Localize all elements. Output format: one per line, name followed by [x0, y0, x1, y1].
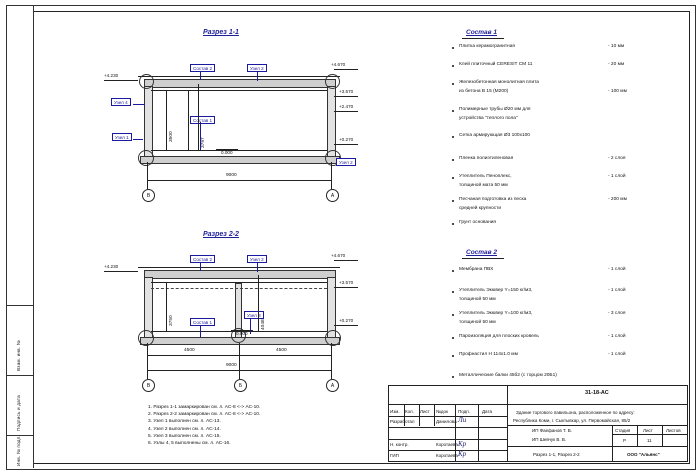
spec1-row-2-value: - 100 мм — [608, 89, 627, 94]
elevation-right-s1-0: +4.670 — [331, 62, 346, 67]
note-0: 1. Разрез 1-1 замаркирован см. л. АС-8 <-> АС-10. — [148, 405, 261, 410]
axis-bubble-s2-0: В — [142, 379, 155, 392]
vdim-line-s1-0 — [166, 90, 167, 150]
spec2-row-1-value: - 1 слой — [608, 288, 626, 293]
leader-uzel3-s2 — [250, 318, 251, 334]
callout-sostav1-s2[interactable]: Состав 1 — [190, 318, 215, 326]
spec2-title: Состав 2 — [466, 249, 498, 256]
spec2-row-5-text: Металлические балки 45б2 (с торцом 20Б1) — [459, 373, 557, 378]
leader-uzel2-s1 — [257, 71, 258, 81]
node-marker-topleft-s1 — [139, 74, 154, 89]
hdim-text-s2-1: 4500 — [276, 348, 287, 353]
note-2: 3. Узел 1 выполнен см. л. АС-13. — [148, 419, 221, 425]
spec1-row-3-text: Полимерные трубы Ø20 мм для — [459, 107, 531, 112]
spec1-bullet-8 — [452, 223, 454, 225]
vdim-line-s2-0 — [166, 282, 167, 331]
notes-block — [148, 404, 260, 447]
elev-right-tick-s1-1 — [334, 96, 358, 97]
tb-vline-2 — [507, 385, 508, 462]
column-left-s1 — [144, 86, 153, 158]
tb-col-5 — [478, 404, 479, 462]
axis-line-left-s1 — [147, 162, 148, 189]
spec1-row-7-value: - 200 мм — [608, 197, 627, 202]
tb-customer-line2: ИП Шевчук В. В. — [532, 437, 567, 442]
spec1-row-1-text: Клей плиточный CERESIT CM 11 — [459, 62, 533, 67]
elev-left-tick-s2 — [104, 271, 138, 272]
tb-stage-hdr-2: Листов — [666, 428, 681, 433]
spec1-row-1-value: - 20 мм — [608, 62, 625, 67]
spec1-bullet-7 — [452, 200, 454, 202]
spec1-row-6-text: Утеплитель Пеноплекс, — [459, 174, 512, 179]
tb-vline-stage-a — [637, 425, 638, 446]
tb-stage-val-0: Р — [623, 438, 627, 443]
spec2-bullet-4 — [452, 355, 454, 357]
spec1-underline — [462, 38, 504, 39]
elev-left-tick-s1 — [104, 80, 138, 81]
roof-top-line-s1 — [138, 76, 340, 77]
note-4: 5. Узел 3 выполнен см. л. АС-15. — [148, 433, 221, 439]
leader-uzel1-s1 — [133, 139, 143, 140]
section-2-2-title: Разрез 2-2 — [203, 231, 239, 238]
note-1: 2. Разрез 2-2 замаркирован см. л. АС-8 <-> АС-10. — [148, 412, 261, 418]
level-zero-s1: 0.000 — [221, 150, 233, 155]
elev-right-tick-s2-2 — [334, 325, 358, 326]
spec1-row-7-text2: средней крупности — [459, 206, 502, 211]
leader-sostav1-s2 — [200, 325, 201, 337]
spec2-bullet-3 — [452, 337, 454, 339]
leader-sostav2-s1 — [200, 71, 201, 80]
spec1-bullet-4 — [452, 136, 454, 138]
tb-row-b — [388, 427, 507, 428]
spec2-bullet-5 — [452, 376, 454, 378]
tb-object-line2: Республика Коми, г. Сыктывкар, ул. Первомайская, 85/2 — [513, 418, 631, 423]
spec2-row-0-value: - 1 слой — [608, 267, 626, 272]
tb-code: 31-18-АС — [585, 390, 609, 396]
vdim-s2-0: 3750 — [169, 315, 174, 326]
note-5: 6. Узлы 4, 5 выполнены см. л. АС-16. — [148, 441, 231, 447]
tb-hline-obj — [507, 425, 688, 426]
spec1-row-8-text: Грунт основания — [459, 220, 496, 225]
callout-uzel2-s2[interactable]: Узел 2 — [247, 255, 267, 263]
vdim-line-s2-1 — [258, 275, 259, 331]
signature-3: Кр — [458, 450, 467, 458]
tb-stage-hdr-0: Стадия — [615, 428, 631, 433]
axis-bubble-s2-2: А — [326, 379, 339, 392]
tb-hline-head — [388, 404, 688, 405]
spec1-row-5-text: Пленка полиэтиленовая — [459, 156, 514, 161]
tb-vline-stage-b — [662, 425, 663, 446]
margin-label-1: Подпись и дата — [16, 395, 21, 431]
hdim-text-s1: 9000 — [226, 173, 237, 178]
elev-right-tick-s1-3 — [334, 144, 358, 145]
tb-object-line1: Здание торгового павильона, расположенное по адресу: — [516, 410, 635, 415]
spec1-bullet-1 — [452, 65, 454, 67]
spec2-row-3-value: - 1 слой — [608, 334, 626, 339]
callout-uzel3-s2[interactable]: Узел 3 — [244, 311, 264, 319]
ceiling-inner-line-s1 — [151, 90, 327, 91]
tb-col-hdr-0: Изм. — [390, 409, 400, 414]
elev-right-tick-s2-1 — [334, 287, 358, 288]
tb-stage-hdr-1: Лист — [643, 428, 653, 433]
tb-sheet-name: Разрез 1-1, Разрез 2-2 — [533, 452, 580, 457]
hdim-text-s2-0: 4500 — [184, 348, 195, 353]
callout-sostav2-s2[interactable]: Состав 2 — [190, 255, 215, 263]
spec2-row-2-text: Утеплитель Экювер Y=100 кг/м3, — [459, 311, 533, 316]
floor-slab-s1 — [140, 156, 340, 164]
elevation-right-s2-0: +4.670 — [331, 253, 346, 258]
tb-company: ООО "Альянс" — [627, 452, 660, 457]
vdim-s1-1: 3797 — [201, 137, 206, 148]
axis-line-left-s2 — [147, 343, 148, 379]
elevation-right-s1-2: +2.470 — [339, 104, 354, 109]
signature-1: Ли — [458, 416, 467, 424]
level-zero-line-s2 — [231, 330, 253, 331]
tb-vline-stage — [612, 425, 613, 462]
tb-row-d — [388, 450, 507, 451]
vdim-s1-0: 3500 — [169, 131, 174, 142]
node-marker-left-s2 — [138, 330, 154, 346]
ceiling-inner-line-s2 — [151, 282, 327, 283]
tb-role-0: Разработал — [390, 419, 415, 424]
vdim-s2-1: 4048 — [261, 319, 266, 330]
spec1-title: Состав 1 — [466, 29, 498, 36]
elevation-right-s1-3: +0.270 — [339, 137, 354, 142]
spec1-bullet-6 — [452, 177, 454, 179]
elevation-left-s1-0: +4.230 — [104, 73, 119, 78]
leader-uzel4-s1 — [133, 104, 145, 105]
leader-uzel2-s2 — [257, 262, 258, 272]
tb-col-hdr-3: №док — [436, 409, 448, 414]
tb-col-3 — [434, 404, 435, 426]
spec2-row-4-value: - 1 слой — [608, 352, 626, 357]
tb-name-0: Данилова — [436, 419, 457, 424]
spec1-row-0-text: Плитка керамогранитная — [459, 44, 515, 49]
axis-bubble-s1-1: А — [326, 189, 339, 202]
tb-name-2: Коротаева — [436, 453, 458, 458]
level-zero-line-s1 — [216, 149, 238, 150]
tb-row-c — [388, 439, 507, 440]
callout-uzel2-s1[interactable]: Узел 2 — [247, 64, 267, 72]
signature-2: Кр — [458, 440, 467, 448]
spec2-underline — [462, 258, 504, 259]
tb-col-hdr-1: Кол. — [405, 409, 414, 414]
elevation-left-s2-0: +4.230 — [104, 264, 119, 269]
spec2-row-0-text: Мембрана ПВХ — [459, 267, 494, 272]
column-right-s1 — [327, 86, 336, 158]
spec2-bullet-1 — [452, 291, 454, 293]
spec2-row-1-text2: толщиной 50 мм — [459, 297, 496, 302]
spec1-bullet-3 — [452, 110, 454, 112]
roof-slab-s1 — [144, 79, 336, 88]
tb-col-hdr-4: Подп. — [458, 409, 470, 414]
axis-bubble-s2-1: Б — [234, 379, 247, 392]
axis-bubble-s1-0: В — [142, 189, 155, 202]
node-marker-left-s1 — [138, 150, 154, 166]
tb-hline-cust — [507, 446, 688, 447]
spec2-row-2-value: - 3 слоя — [608, 311, 626, 316]
tb-col-2 — [419, 404, 420, 426]
tb-row-a — [388, 416, 507, 417]
hdim-line-s1 — [147, 180, 331, 181]
callout-sostav2-s1[interactable]: Состав 2 — [190, 64, 215, 72]
tb-col-hdr-2: Лист — [420, 409, 430, 414]
spec1-bullet-5 — [452, 159, 454, 161]
tb-customer-line1: ИП Фаефанов Т. В. — [532, 428, 572, 433]
elev-right-tick-s1-0 — [334, 69, 358, 70]
roof-slab-s2 — [144, 270, 336, 279]
callout-uzel2b-s1[interactable]: Узел 2 — [336, 158, 356, 166]
spec1-row-6-text2: толщиной мата 50 мм — [459, 183, 508, 188]
elevation-right-s1-1: +3.570 — [339, 89, 354, 94]
ceiling-dash-s2 — [151, 288, 327, 289]
margin-label-2: Инв. № подл. — [16, 434, 21, 466]
vdim-line-s1-1 — [198, 84, 199, 150]
spec1-row-2-text2: из бетона В 15 (М200) — [459, 89, 509, 94]
roof-top-line-s2 — [138, 267, 340, 268]
left-margin-strip — [6, 5, 34, 468]
node-marker-right-s2 — [325, 330, 341, 346]
callout-uzel4-s1[interactable]: Узел 4 — [111, 98, 131, 106]
spec2-bullet-0 — [452, 270, 454, 272]
spec1-bullet-0 — [452, 47, 454, 49]
axis-line-mid-s2 — [239, 343, 240, 379]
callout-uzel1-s1[interactable]: Узел 1 — [112, 133, 132, 141]
tb-role-1: Н. контр. — [390, 442, 409, 447]
spec1-row-5-value: - 2 слоя — [608, 156, 626, 161]
interior-line-s1 — [188, 90, 189, 150]
spec1-row-4-text: Сетка армирующая Ø3 100х100 — [459, 133, 530, 138]
spec2-row-1-text: Утеплитель Экювер Y=150 кг/м3, — [459, 288, 533, 293]
spec1-row-6-value: - 1 слой — [608, 174, 626, 179]
tb-hline-stagehdr — [612, 434, 688, 435]
elev-right-tick-s1-2 — [334, 111, 358, 112]
spec1-row-2-text: Железобетонная монолитная плита — [459, 80, 539, 85]
spec2-row-3-text: Пароизоляция для плоских кровель — [459, 334, 539, 339]
level-zero-s2: 0.000 — [236, 331, 248, 336]
elev-right-tick-s2-0 — [334, 260, 358, 261]
tb-name-1: Коротаева — [436, 442, 458, 447]
floor-inner-line-s1 — [151, 150, 327, 151]
hdim-text-s2-2: 9000 — [226, 363, 237, 368]
note-3: 4. Узел 2 выполнен см. л. АС-14. — [148, 426, 221, 432]
leader-sostav2-s2 — [200, 262, 201, 271]
spec2-row-2-text2: толщиной 50 мм — [459, 320, 496, 325]
spec1-row-0-value: - 10 мм — [608, 44, 625, 49]
tb-stage-val-1: 11 — [647, 438, 652, 443]
tb-col-hdr-5: Дата — [482, 409, 492, 414]
spec1-bullet-2 — [452, 83, 454, 85]
callout-sostav1-s1[interactable]: Состав 1 — [190, 116, 215, 124]
elevation-right-s2-2: +0.270 — [339, 318, 354, 323]
axis-line-right-s1 — [331, 162, 332, 189]
spec2-row-4-text: Профнастил Н 114х1.0 мм — [459, 352, 518, 357]
axis-line-right-s2 — [331, 343, 332, 379]
elevation-right-s2-1: +3.570 — [339, 280, 354, 285]
margin-label-0: Взам. инв. № — [16, 340, 21, 371]
tb-role-2: ГИП — [390, 453, 399, 458]
spec1-row-3-text2: устройства "теплого пола" — [459, 116, 518, 121]
spec2-bullet-2 — [452, 314, 454, 316]
node-marker-topright-s1 — [325, 74, 340, 89]
spec1-row-7-text: Песчаная подготовка из песка — [459, 197, 527, 202]
section-1-1-title: Разрез 1-1 — [203, 29, 239, 36]
